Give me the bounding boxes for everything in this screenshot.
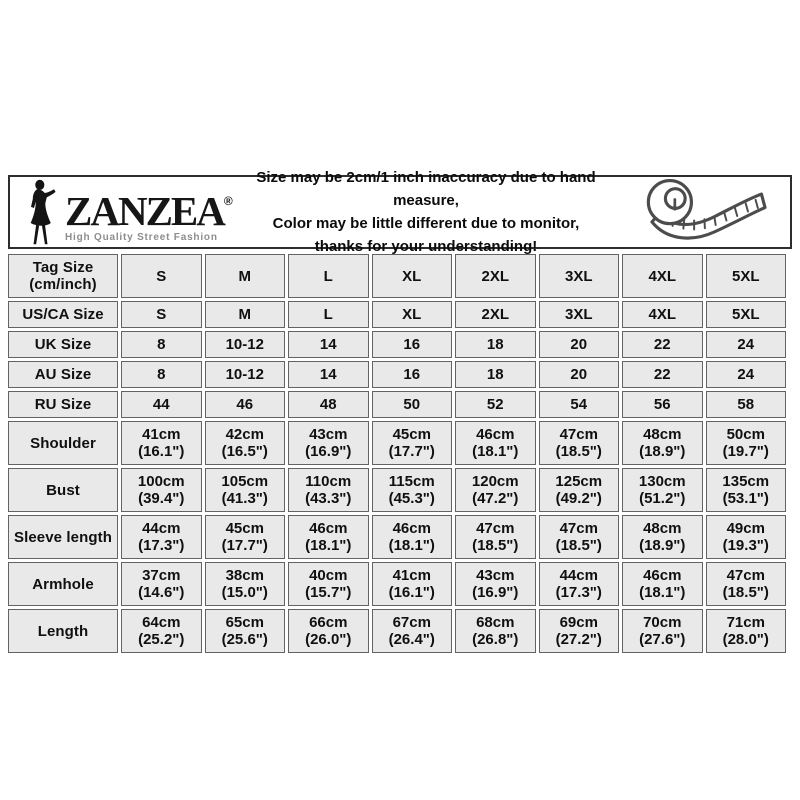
size-cell: 8	[121, 331, 202, 358]
size-cell: M	[205, 301, 286, 328]
size-cell: 135cm (53.1")	[706, 468, 787, 512]
table-row	[8, 301, 786, 328]
size-cell: 69cm (27.2")	[539, 609, 620, 653]
size-cell: 38cm (15.0")	[205, 562, 286, 606]
table-row	[8, 391, 786, 418]
size-cell: XL	[372, 254, 453, 298]
size-cell: 45cm (17.7")	[205, 515, 286, 559]
size-cell: 3XL	[539, 254, 620, 298]
size-cell: 42cm (16.5")	[205, 421, 286, 465]
table-row	[8, 331, 786, 358]
size-cell: L	[288, 254, 369, 298]
size-cell: 18	[455, 361, 536, 388]
size-cell: 52	[455, 391, 536, 418]
size-cell: 58	[706, 391, 787, 418]
size-cell: 24	[706, 331, 787, 358]
row-label: Sleeve length	[8, 515, 118, 559]
size-cell: 22	[622, 331, 703, 358]
size-cell: 47cm (18.5")	[539, 421, 620, 465]
size-cell: 16	[372, 361, 453, 388]
registered-mark: ®	[223, 194, 233, 208]
size-cell: 105cm (41.3")	[205, 468, 286, 512]
size-cell: 3XL	[539, 301, 620, 328]
size-cell: 5XL	[706, 301, 787, 328]
size-cell: 67cm (26.4")	[372, 609, 453, 653]
size-cell: 50	[372, 391, 453, 418]
size-cell: 41cm (16.1")	[372, 562, 453, 606]
size-cell: 46cm (18.1")	[455, 421, 536, 465]
size-cell: 2XL	[455, 301, 536, 328]
size-cell: 71cm (28.0")	[706, 609, 787, 653]
size-cell: 40cm (15.7")	[288, 562, 369, 606]
size-cell: S	[121, 254, 202, 298]
size-cell: 2XL	[455, 254, 536, 298]
brand-name	[65, 181, 233, 234]
notice-line-1: Size may be 2cm/1 inch inaccuracy due to hand measure,	[256, 169, 596, 209]
size-cell: 46cm (18.1")	[372, 515, 453, 559]
size-cell: 4XL	[622, 254, 703, 298]
brand-tagline: High Quality Street Fashion	[65, 232, 218, 243]
header	[8, 169, 792, 255]
size-cell: 44	[121, 391, 202, 418]
size-cell: 100cm (39.4")	[121, 468, 202, 512]
size-cell: 46cm (18.1")	[622, 562, 703, 606]
table-row	[8, 515, 786, 559]
row-label: Length	[8, 609, 118, 653]
size-cell: 50cm (19.7")	[706, 421, 787, 465]
size-cell: 43cm (16.9")	[288, 421, 369, 465]
table-row	[8, 254, 786, 298]
size-cell: 48	[288, 391, 369, 418]
size-cell: 47cm (18.5")	[455, 515, 536, 559]
brand-name-text: ZANZEA	[65, 188, 224, 234]
row-label: Shoulder	[8, 421, 118, 465]
notice-line-3: thanks for your understanding!	[314, 238, 538, 255]
row-label: AU Size	[8, 361, 118, 388]
size-cell: S	[121, 301, 202, 328]
size-cell: 54	[539, 391, 620, 418]
size-cell: 66cm (26.0")	[288, 609, 369, 653]
row-label: Bust	[8, 468, 118, 512]
size-cell: XL	[372, 301, 453, 328]
size-cell: 16	[372, 331, 453, 358]
row-label: Armhole	[8, 562, 118, 606]
size-cell: 37cm (14.6")	[121, 562, 202, 606]
size-cell: 115cm (45.3")	[372, 468, 453, 512]
size-cell: 65cm (25.6")	[205, 609, 286, 653]
notice-line-2: Color may be little different due to monitor,	[272, 215, 580, 232]
row-label: RU Size	[8, 391, 118, 418]
size-cell: 22	[622, 361, 703, 388]
size-cell: 120cm (47.2")	[455, 468, 536, 512]
brand-text-block	[65, 181, 233, 243]
size-cell: 14	[288, 361, 369, 388]
size-cell: 20	[539, 331, 620, 358]
size-table	[5, 251, 789, 656]
size-cell: 44cm (17.3")	[121, 515, 202, 559]
size-cell: 47cm (18.5")	[706, 562, 787, 606]
size-cell: 10-12	[205, 361, 286, 388]
size-cell: 47cm (18.5")	[539, 515, 620, 559]
size-cell: 130cm (51.2")	[622, 468, 703, 512]
size-cell: 4XL	[622, 301, 703, 328]
fashion-figure-icon	[22, 179, 62, 245]
size-cell: 110cm (43.3")	[288, 468, 369, 512]
size-chart-sheet	[8, 169, 792, 656]
size-cell: 14	[288, 331, 369, 358]
size-cell: 10-12	[205, 331, 286, 358]
size-cell: 125cm (49.2")	[539, 468, 620, 512]
size-cell: 24	[706, 361, 787, 388]
size-cell: 8	[121, 361, 202, 388]
size-cell: 64cm (25.2")	[121, 609, 202, 653]
size-table-body	[8, 254, 786, 653]
size-cell: 18	[455, 331, 536, 358]
brand-logo	[10, 179, 234, 245]
size-cell: 44cm (17.3")	[539, 562, 620, 606]
size-cell: 68cm (26.8")	[455, 609, 536, 653]
size-cell: L	[288, 301, 369, 328]
measure-notice	[234, 166, 618, 258]
table-row	[8, 421, 786, 465]
row-label: Tag Size (cm/inch)	[8, 254, 118, 298]
size-cell: 46cm (18.1")	[288, 515, 369, 559]
row-label: UK Size	[8, 331, 118, 358]
size-cell: 48cm (18.9")	[622, 421, 703, 465]
tape-icon-area	[618, 177, 790, 247]
table-row	[8, 468, 786, 512]
size-cell: 48cm (18.9")	[622, 515, 703, 559]
size-cell: 45cm (17.7")	[372, 421, 453, 465]
size-cell: 56	[622, 391, 703, 418]
size-cell: 49cm (19.3")	[706, 515, 787, 559]
size-cell: 41cm (16.1")	[121, 421, 202, 465]
table-row	[8, 562, 786, 606]
size-cell: 46	[205, 391, 286, 418]
size-cell: 20	[539, 361, 620, 388]
measuring-tape-icon	[628, 177, 780, 247]
size-cell: 70cm (27.6")	[622, 609, 703, 653]
row-label: US/CA Size	[8, 301, 118, 328]
size-cell: M	[205, 254, 286, 298]
table-row	[8, 361, 786, 388]
size-cell: 43cm (16.9")	[455, 562, 536, 606]
size-cell: 5XL	[706, 254, 787, 298]
table-row	[8, 609, 786, 653]
